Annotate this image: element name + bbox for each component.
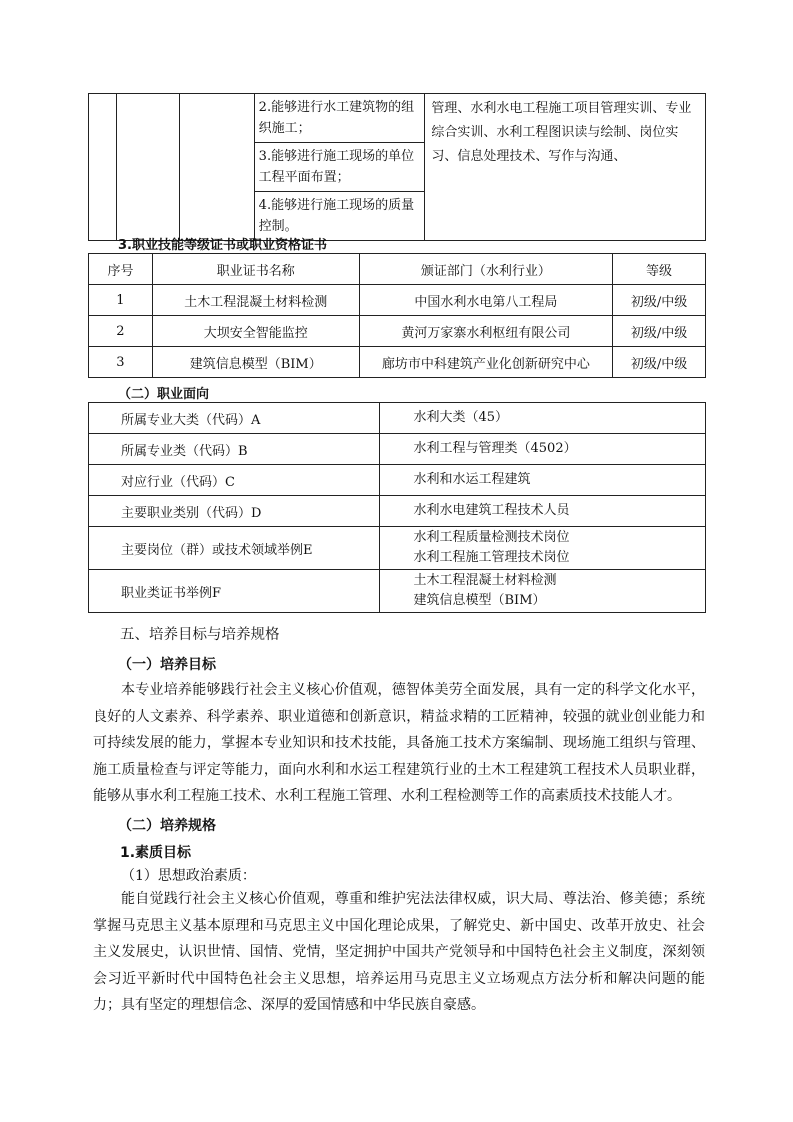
table-row (89, 434, 706, 465)
row-label: 主要岗位（群）或技术领域举例E (89, 527, 380, 570)
cell-index: 1 (89, 285, 153, 316)
column-header: 序号 (89, 254, 153, 285)
row-value (379, 527, 706, 570)
row-value: 水利和水运工程建筑 (379, 465, 706, 496)
table-row (89, 496, 706, 527)
curriculum-table-continuation (88, 93, 706, 241)
table-row (89, 403, 706, 434)
cert-section-title: 3.职业技能等级证书或职业资格证书 (118, 238, 327, 253)
table-row (89, 527, 706, 570)
table-row (89, 347, 706, 378)
cell-issuer: 廊坊市中科建筑产业化创新研究中心 (359, 347, 613, 378)
value-line: 水利工程施工管理技术岗位 (413, 550, 570, 565)
column-header: 等级 (613, 254, 706, 285)
certificate-table (88, 253, 706, 378)
goal-paragraph: 本专业培养能够践行社会主义核心价值观，德智体美劳全面发展，具有一定的科学文化水平，良好的人文素养、科学素养、职业道德和创新意识，精益求精的工匠精神，较强的就业创业能力和可持续发展的能力，掌握本专业知识和技术技能，具备施工技术方案编制、现场施工组织与管理、施工质量检查与评定等能力，面向水利和水运工程建筑行业的土木工程建筑工程技术人员职业群，能够从事水利工程施工技术、水利工程施工管理、水利工程检测等工作的高素质技术技能人才。 (93, 682, 705, 804)
blank-cell (179, 94, 254, 241)
value-line: 建筑信息模型（BIM） (413, 593, 546, 608)
spec-heading: （二）培养规格 (118, 818, 216, 834)
column-header: 职业证书名称 (152, 254, 359, 285)
row-label: 所属专业类（代码）B (89, 434, 380, 465)
cell-cert-name: 大坝安全智能监控 (152, 316, 359, 347)
row-label: 所属专业大类（代码）A (89, 403, 380, 434)
cell-level: 初级/中级 (613, 347, 706, 378)
table-row (89, 570, 706, 613)
cell-index: 3 (89, 347, 153, 378)
row-value: 水利工程与管理类（4502） (379, 434, 706, 465)
cell-cert-name: 土木工程混凝土材料检测 (152, 285, 359, 316)
course-list: 管理、水利水电工程施工项目管理实训、专业综合实训、水利工程图识读与绘制、岗位实习、信息处理技术、写作与沟通、 (425, 94, 706, 241)
row-value: 水利水电建筑工程技术人员 (379, 496, 706, 527)
cell-level: 初级/中级 (613, 285, 706, 316)
value-line: 土木工程混凝土材料检测 (413, 573, 557, 588)
ability-item: 4.能够进行施工现场的质量控制。 (254, 192, 425, 241)
ability-item: 2.能够进行水工建筑物的组织施工； (254, 94, 425, 143)
row-label: 对应行业（代码）C (89, 465, 380, 496)
political-subheading: （1）思想政治素质： (121, 868, 256, 884)
cell-index: 2 (89, 316, 153, 347)
cell-cert-name: 建筑信息模型（BIM） (152, 347, 359, 378)
row-value: 水利大类（45） (379, 403, 706, 434)
cell-issuer: 中国水利水电第八工程局 (359, 285, 613, 316)
table-header-row (89, 254, 706, 285)
cell-level: 初级/中级 (613, 316, 706, 347)
quality-heading: 1.素质目标 (120, 845, 192, 861)
row-value (379, 570, 706, 613)
row-label: 主要职业类别（代码）D (89, 496, 380, 527)
row-label: 职业类证书举例F (89, 570, 380, 613)
table-row (89, 285, 706, 316)
blank-cell (89, 94, 117, 241)
ability-item: 3.能够进行施工现场的单位工程平面布置； (254, 143, 425, 192)
table-row (89, 465, 706, 496)
table-row (89, 316, 706, 347)
value-line: 水利工程质量检测技术岗位 (413, 530, 570, 545)
blank-cell (116, 94, 179, 241)
career-section-title: （二）职业面向 (118, 387, 210, 402)
goal-heading: （一）培养目标 (118, 657, 216, 673)
section-heading: 五、培养目标与培养规格 (120, 627, 280, 643)
column-header: 颁证部门（水利行业） (359, 254, 613, 285)
political-paragraph: 能自觉践行社会主义核心价值观，尊重和维护宪法法律权威，识大局、尊法治、修美德；系统掌握马克思主义基本原理和马克思主义中国化理论成果，了解党史、新中国史、改革开放史、社会主义发展史，认识世情、国情、党情，坚定拥护中国共产党领导和中国特色社会主义制度，深刻领会习近平新时代中国特色社会主义思想，培养运用马克思主义立场观点方法分析和解决问题的能力；具有坚定的理想信念、深厚的爱国情感和中华民族自豪感。 (93, 891, 705, 1013)
cell-issuer: 黄河万家寨水利枢纽有限公司 (359, 316, 613, 347)
career-orientation-table (88, 402, 706, 613)
